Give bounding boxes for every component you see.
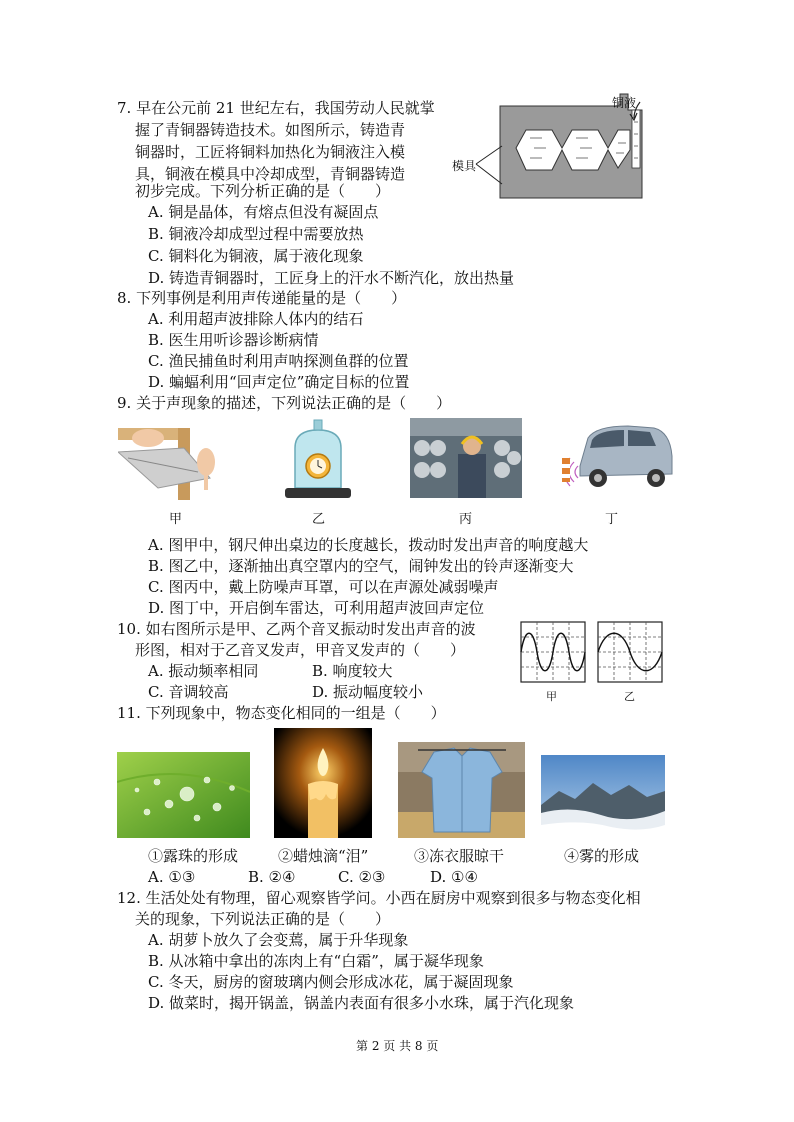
q10-option-b: B. 响度较大 [312,662,393,680]
q9-option-d: D. 图丁中，开启倒车雷达，可利用超声波回声定位 [148,599,485,617]
q11-caption-fog: ④雾的形成 [564,847,640,865]
q11-figure-candle [274,728,372,838]
q10-waveform-jia [520,621,586,683]
q7-option-a: A. 铜是晶体，有熔点但没有凝固点 [148,203,379,221]
q7-stem-line-4: 具，铜液在模具中冷却成型，青铜器铸造 [135,165,406,183]
q7-option-d: D. 铸造青铜器时，工匠身上的汗水不断汽化，放出热量 [148,269,515,287]
q7-mold-label: 模具 [452,159,477,173]
q10-option-a: A. 振动频率相同 [148,662,259,680]
q11-caption-candle: ②蜡烛滴“泪” [278,847,369,865]
q12-option-b: B. 从冰箱中拿出的冻肉上有“白霜”，属于凝华现象 [148,952,484,970]
q7-mold-figure [450,88,672,206]
q9-option-c: C. 图丙中，戴上防噪声耳罩，可以在声源处减弱噪声 [148,578,499,596]
q7-stem-line-5: 初步完成。下列分析正确的是（ ） [135,182,391,200]
q9-figure-ding-car [558,418,676,498]
q9-stem: 9. 关于声现象的描述，下列说法正确的是（ ） [117,394,452,412]
q10-option-d: D. 振动幅度较小 [312,683,424,701]
q8-option-a: A. 利用超声波排除人体内的结石 [148,310,364,328]
q11-figure-fog [541,755,665,838]
q10-waveform-yi [597,621,663,683]
q8-option-d: D. 蝙蝠利用“回声定位”确定目标的位置 [148,373,410,391]
q12-option-d: D. 做菜时，揭开锅盖，锅盖内表面有很多小水珠，属于汽化现象 [148,994,575,1012]
q12-stem-line-1: 12. 生活处处有物理，留心观察皆学问。小西在厨房中观察到很多与物态变化相 [117,889,641,907]
q9-option-b: B. 图乙中，逐渐抽出真空罩内的空气，闹钟发出的铃声逐渐变大 [148,557,574,575]
q9-caption-jia: 甲 [169,512,183,527]
q9-figure-jia-ruler [118,418,234,500]
q10-stem-line-1: 10. 如右图所示是甲、乙两个音叉振动时发出声音的波 [117,620,476,638]
q10-caption-yi: 乙 [624,690,635,703]
q10-option-c: C. 音调较高 [148,683,229,701]
q8-option-c: C. 渔民捕鱼时利用声呐探测鱼群的位置 [148,352,409,370]
q12-stem-line-2: 关的现象，下列说法正确的是（ ） [135,910,391,928]
page-footer: 第 2 页 共 8 页 [356,1039,439,1053]
q7-liquid-label: 铜液 [612,96,637,110]
q11-option-a: A. ①③ [148,868,196,886]
q7-stem-line-1: 7. 早在公元前 21 世纪左右，我国劳动人民就掌 [117,99,435,117]
q7-option-c: C. 铜料化为铜液，属于液化现象 [148,247,364,265]
q9-caption-yi: 乙 [312,512,326,527]
q9-figure-yi-bell-jar [283,418,353,502]
q7-option-b: B. 铜液冷却成型过程中需要放热 [148,225,364,243]
q9-caption-bing: 丙 [459,512,473,527]
q11-stem: 11. 下列现象中，物态变化相同的一组是（ ） [117,704,446,722]
q10-stem-line-2: 形图，相对于乙音叉发声，甲音叉发声的（ ） [135,641,466,659]
q11-option-c: C. ②③ [338,868,386,886]
q12-option-c: C. 冬天，厨房的窗玻璃内侧会形成冰花，属于凝固现象 [148,973,514,991]
q11-figure-frozen-clothes [398,742,525,838]
q8-option-b: B. 医生用听诊器诊断病情 [148,331,319,349]
q12-option-a: A. 胡萝卜放久了会变蔫，属于升华现象 [148,931,409,949]
q9-figure-bing-factory [410,418,522,498]
q7-stem-line-2: 握了青铜器铸造技术。如图所示，铸造青 [135,121,406,139]
q9-caption-ding: 丁 [605,512,619,527]
q9-option-a: A. 图甲中，钢尺伸出桌边的长度越长，拨动时发出声音的响度越大 [148,536,589,554]
q10-caption-jia: 甲 [546,690,557,703]
q7-stem-line-3: 铜器时，工匠将铜料加热化为铜液注入模 [135,143,406,161]
q11-caption-dew: ①露珠的形成 [148,847,239,865]
q11-caption-frozen-clothes: ③冻衣服晾干 [414,847,505,865]
q11-figure-dew [117,752,250,838]
q11-option-d: D. ①④ [430,868,478,886]
q11-option-b: B. ②④ [248,868,296,886]
q8-stem: 8. 下列事例是利用声传递能量的是（ ） [117,289,407,307]
